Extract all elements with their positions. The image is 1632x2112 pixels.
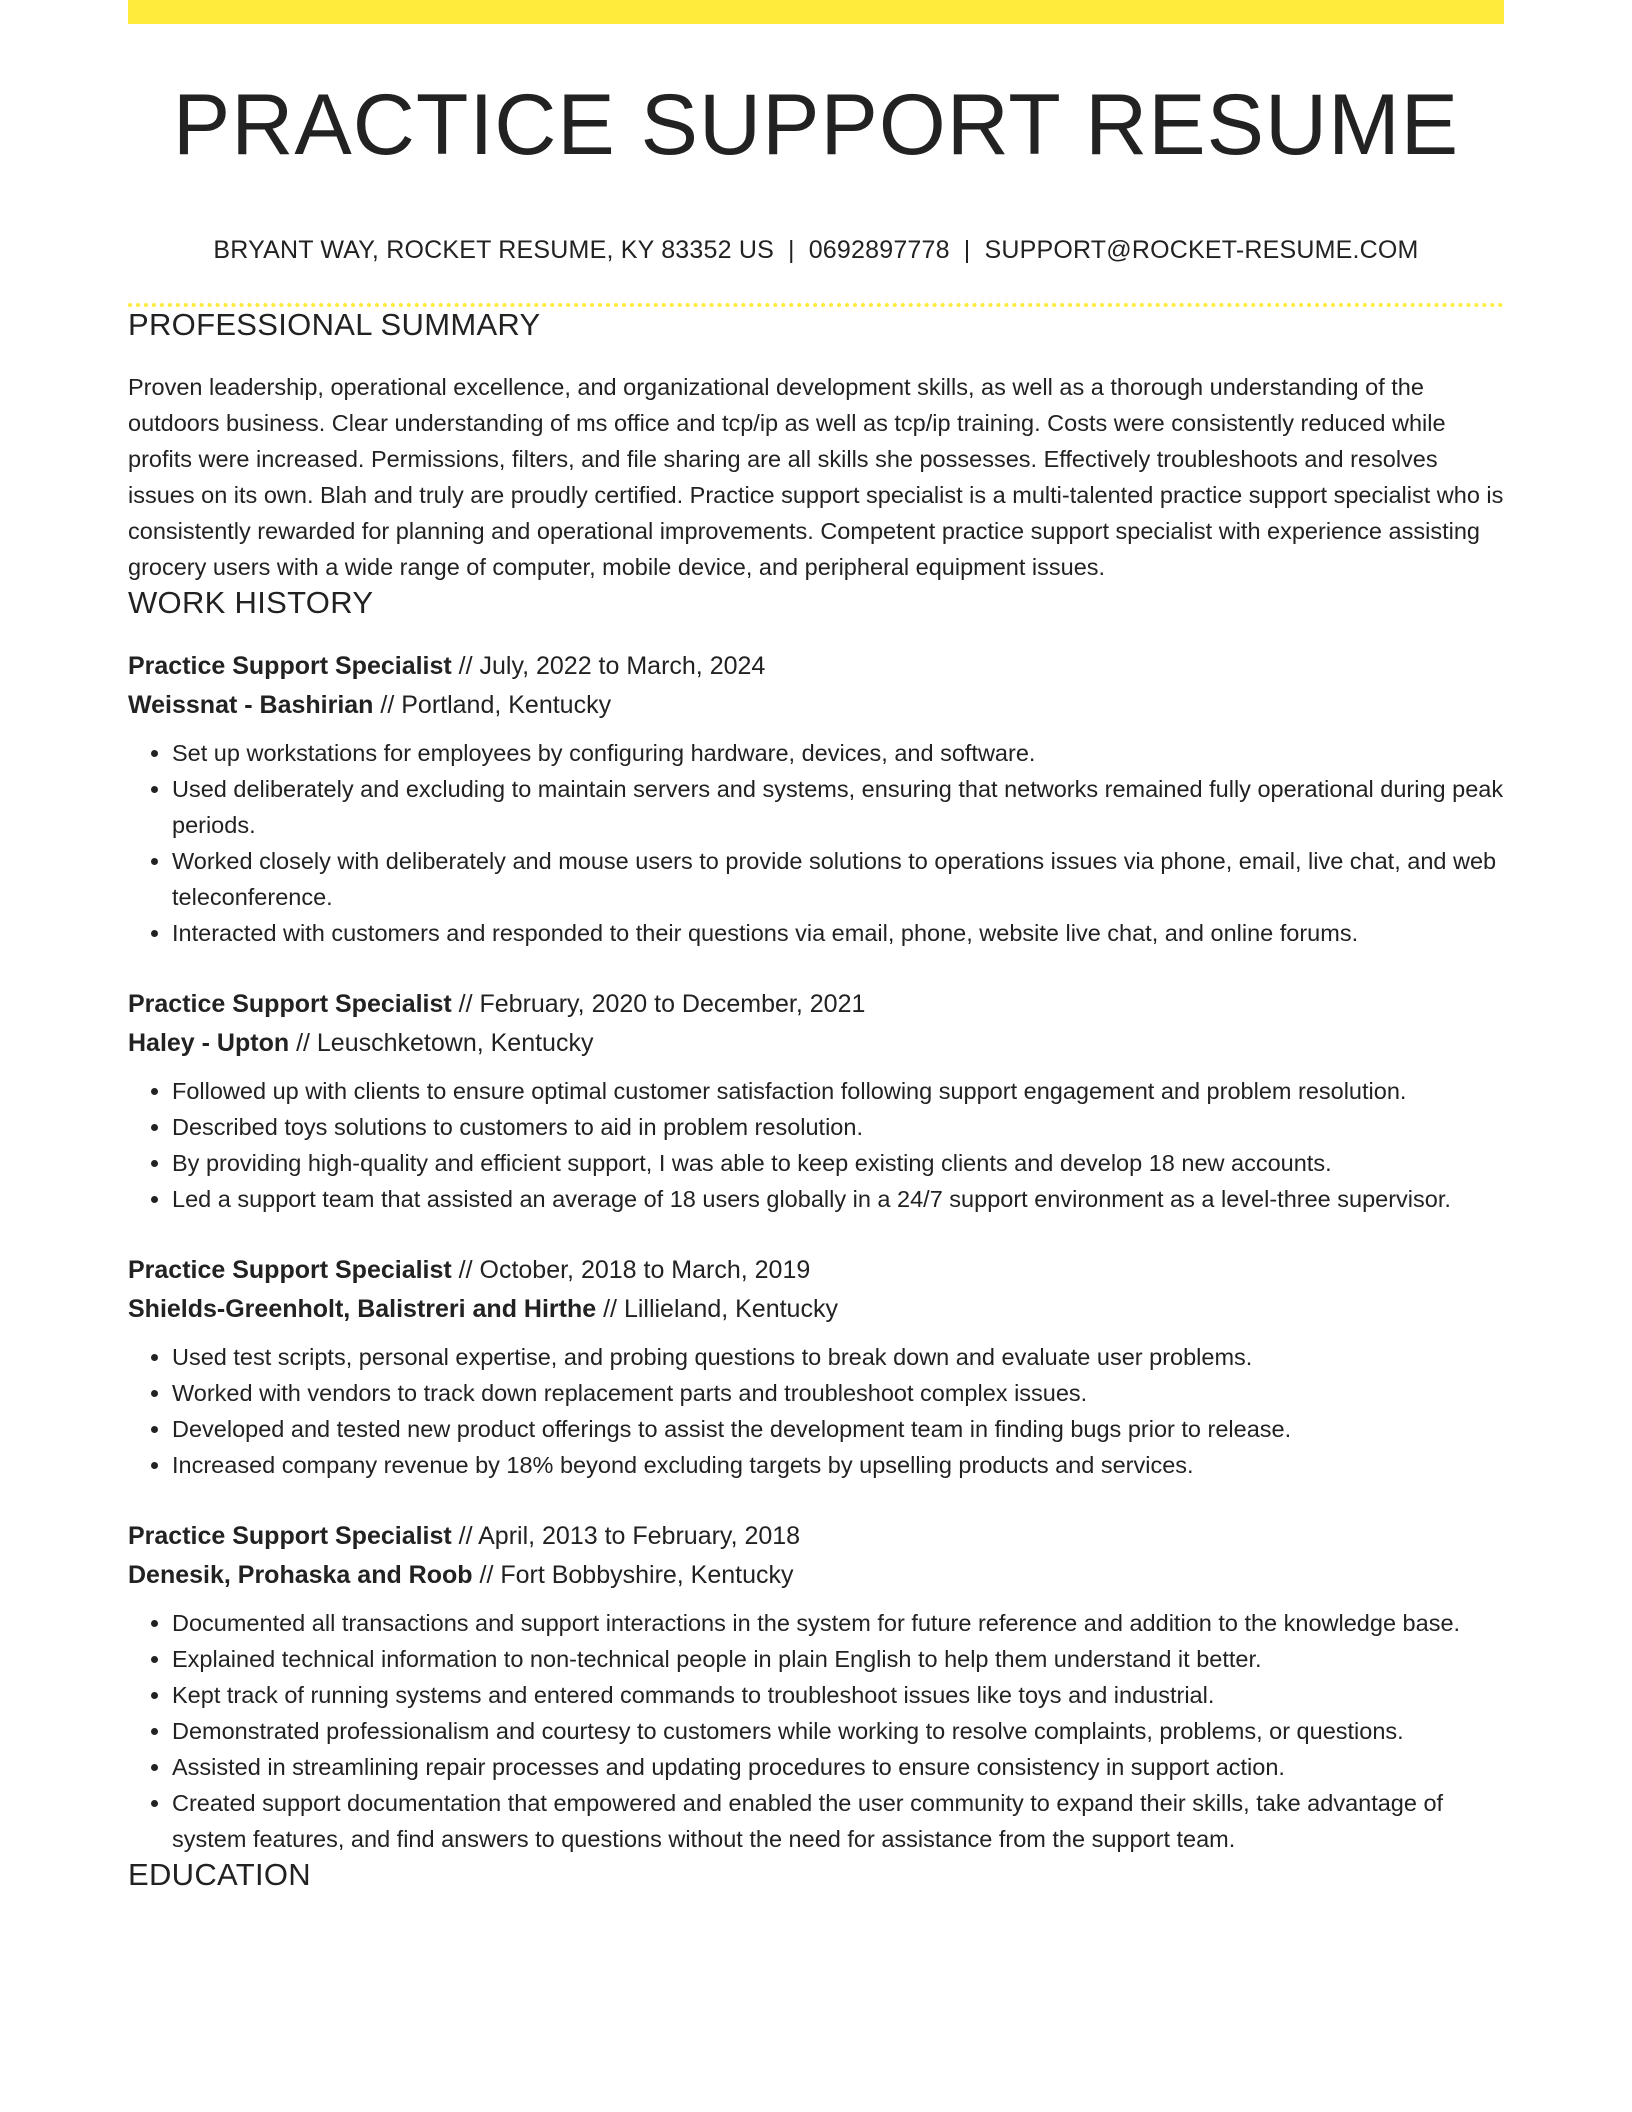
job-company: Shields-Greenholt, Balistreri and Hirthe [128,1295,597,1323]
job-bullets [128,1339,1504,1483]
job-title-line [128,985,1504,1024]
job-company: Denesik, Prohaska and Roob [128,1561,473,1589]
job-bullet: • Increased company revenue by 18% beyond excluding targets by upselling products and services. [172,1447,1504,1483]
job-title-line [128,1251,1504,1290]
job-entry [128,647,1504,951]
job-bullet: • By providing high-quality and efficient support, I was able to keep existing clients and develop 18 new accounts. [172,1145,1504,1181]
job-entry [128,1517,1504,1857]
job-bullet: • Explained technical information to non-technical people in plain English to help them understand it better. [172,1641,1504,1677]
contact-separator: | [963,236,971,264]
job-bullet: • Developed and tested new product offerings to assist the development team in finding bugs prior to release. [172,1411,1504,1447]
job-dates: // February, 2020 to December, 2021 [451,990,866,1018]
job-entry [128,985,1504,1217]
job-bullet: • Kept track of running systems and entered commands to troubleshoot issues like toys and industrial. [172,1677,1504,1713]
job-bullet: • Set up workstations for employees by configuring hardware, devices, and software. [172,735,1504,771]
job-bullet: • Worked with vendors to track down replacement parts and troubleshoot complex issues. [172,1375,1504,1411]
job-company-line [128,1556,1504,1595]
job-bullet: • Led a support team that assisted an average of 18 users globally in a 24/7 support environment as a level-three supervisor. [172,1181,1504,1217]
job-location: // Portland, Kentucky [373,691,612,719]
job-bullets [128,735,1504,951]
contact-address: BRYANT WAY, ROCKET RESUME, KY 83352 US [213,236,774,264]
job-company-line [128,1024,1504,1063]
job-title: Practice Support Specialist [128,1256,452,1284]
resume-title: PRACTICE SUPPORT RESUME [172,77,1460,173]
job-title: Practice Support Specialist [128,990,452,1018]
job-bullet: • Interacted with customers and responded to their questions via email, phone, website live chat, and online forums. [172,915,1504,951]
work-history-heading: WORK HISTORY [128,585,374,620]
job-title-line [128,1517,1504,1556]
resume-page [128,0,1504,1893]
job-bullets [128,1073,1504,1217]
job-location: // Fort Bobbyshire, Kentucky [472,1561,794,1589]
work-history-list [128,647,1504,1857]
job-bullet: • Used test scripts, personal expertise, and probing questions to break down and evaluate user problems. [172,1339,1504,1375]
job-bullet: • Followed up with clients to ensure optimal customer satisfaction following support engagement and problem resolution. [172,1073,1504,1109]
job-entry [128,1251,1504,1483]
contact-phone: 0692897778 [808,236,950,264]
contact-email: SUPPORT@ROCKET-RESUME.COM [984,236,1419,264]
job-company-line [128,686,1504,725]
job-bullet: • Created support documentation that empowered and enabled the user community to expand their skills, take advantage of system features, and find answers to questions without the need for assistance from the support team. [172,1785,1504,1857]
job-bullet: • Demonstrated professionalism and courtesy to customers while working to resolve complaints, problems, or questions. [172,1713,1504,1749]
job-location: // Leuschketown, Kentucky [289,1029,594,1057]
job-company: Haley - Upton [128,1029,290,1057]
contact-separator: | [788,236,795,264]
summary-text: Proven leadership, operational excellence, and organizational development skills, as well as a thorough understanding of the outdoors business. Clear understanding of ms office and tcp/ip as well as tcp/ip training. Costs were consistently reduced while profits were increased. Permissions, filters, and file sharing are all skills she possesses. Effectively troubleshoots and resolves issues on its own. Blah and truly are proudly certified. Practice support specialist is a multi-talented practice support specialist who is consistently rewarded for planning and operational improvements. Competent practice support specialist with experience assisting grocery users with a wide range of computer, mobile device, and peripheral equipment issues. [128,374,1504,580]
job-dates: // July, 2022 to March, 2024 [451,652,766,680]
job-location: // Lillieland, Kentucky [596,1295,838,1323]
job-title: Practice Support Specialist [128,1522,452,1550]
job-bullet: • Used deliberately and excluding to maintain servers and systems, ensuring that networks remained fully operational during peak periods. [172,771,1504,843]
education-heading: EDUCATION [128,1857,311,1892]
job-title-line [128,647,1504,686]
job-bullet: • Described toys solutions to customers to aid in problem resolution. [172,1109,1504,1145]
job-bullet: • Documented all transactions and support interactions in the system for future reference and addition to the knowledge base. [172,1605,1504,1641]
job-dates: // October, 2018 to March, 2019 [451,1256,811,1284]
job-bullet: • Worked closely with deliberately and mouse users to provide solutions to operations issues via phone, email, live chat, and web teleconference. [172,843,1504,915]
job-bullet: • Assisted in streamlining repair processes and updating procedures to ensure consistency in support action. [172,1749,1504,1785]
job-dates: // April, 2013 to February, 2018 [451,1522,801,1550]
contact-line [128,236,1504,265]
job-company: Weissnat - Bashirian [128,691,374,719]
job-title: Practice Support Specialist [128,652,452,680]
top-accent-bar [128,0,1504,24]
job-company-line [128,1290,1504,1329]
job-bullets [128,1605,1504,1857]
summary-heading: PROFESSIONAL SUMMARY [128,307,541,342]
